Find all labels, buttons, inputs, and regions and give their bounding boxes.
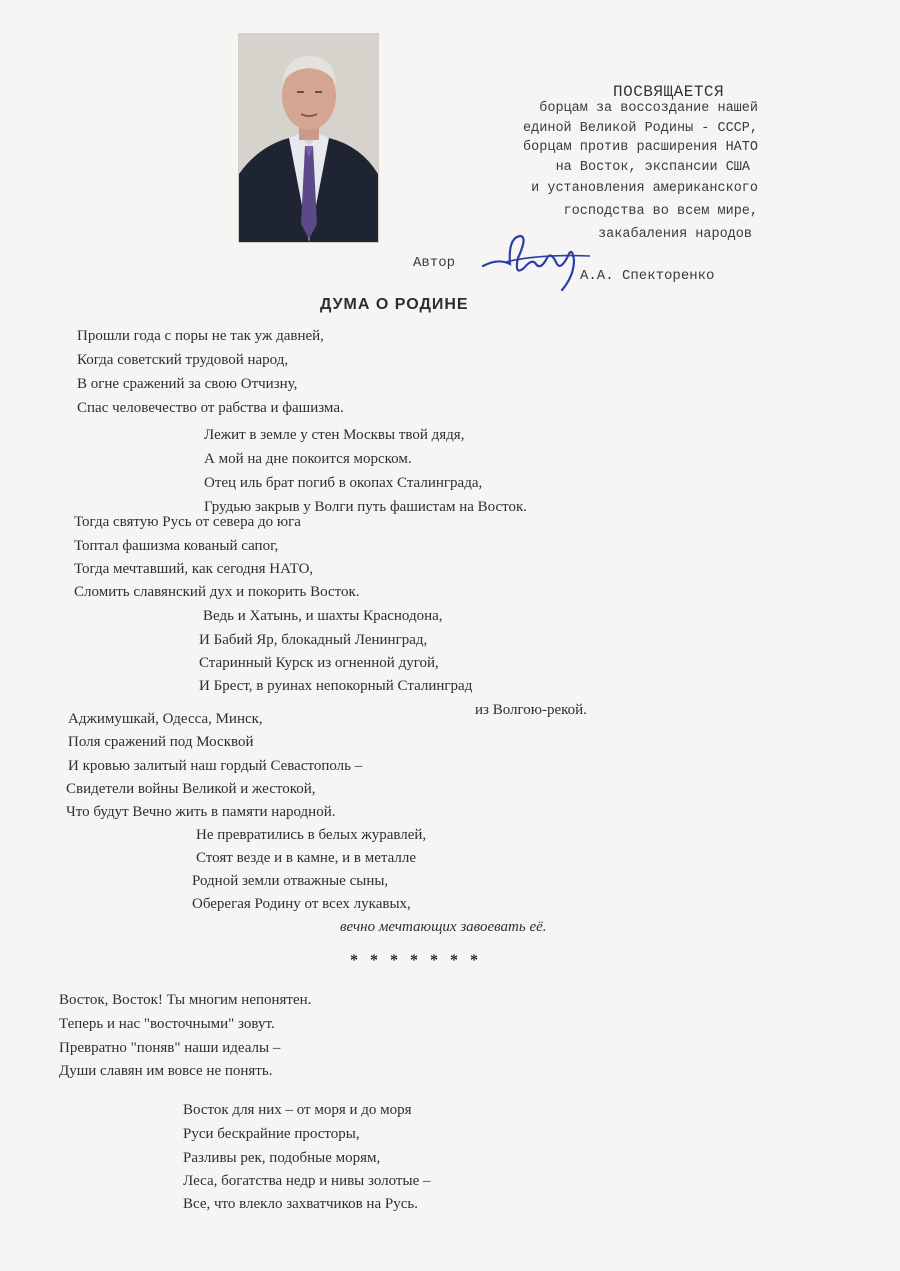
poem-line: Топтал фашизма кованый сапог, xyxy=(74,538,279,554)
poem-line: Аджимушкай, Одесса, Минск, xyxy=(68,711,263,727)
poem-line: Не превратились в белых журавлей, xyxy=(196,827,427,843)
poem-line: Оберегая Родину от всех лукавых, xyxy=(192,896,411,912)
poem-line: В огне сражений за свою Отчизну, xyxy=(77,376,298,392)
poem-line: Когда советский трудовой народ, xyxy=(77,352,289,368)
dedication-line: на Восток, экспансии США xyxy=(555,160,750,175)
poem-line: из Волгою-рекой. xyxy=(475,702,587,718)
poem-line: И кровью залитый наш гордый Севастополь – xyxy=(68,758,363,774)
poem-line: И Брест, в руинах непокорный Сталинград xyxy=(199,678,473,694)
poem-line: Души славян им вовсе не понять. xyxy=(59,1063,273,1079)
poem-line: вечно мечтающих завоевать её. xyxy=(340,919,547,935)
poem-line: Спас человечество от рабства и фашизма. xyxy=(77,400,344,416)
poem-line: Ведь и Хатынь, и шахты Краснодона, xyxy=(203,608,443,624)
poem-line: Поля сражений под Москвой xyxy=(68,734,254,750)
dedication-line: единой Великой Родины - СССР, xyxy=(523,121,758,136)
poem-line: Тогда святую Русь от севера до юга xyxy=(74,514,301,530)
poem-line: Восток для них – от моря и до моря xyxy=(183,1102,412,1118)
poem-line: Грудью закрыв у Волги путь фашистам на Восток. xyxy=(204,499,528,515)
poem-line: Разливы рек, подобные морям, xyxy=(183,1150,381,1166)
poem-line: Лежит в земле у стен Москвы твой дядя, xyxy=(204,427,465,443)
author-signature xyxy=(478,228,598,298)
dedication-line: борцам против расширения НАТО xyxy=(523,140,758,155)
poem-line: Восток, Восток! Ты многим непонятен. xyxy=(59,992,312,1008)
poem-line: Отец иль брат погиб в окопах Сталинграда, xyxy=(204,475,483,491)
poem-line: Сломить славянский дух и покорить Восток. xyxy=(74,584,360,600)
poem-line: И Бабий Яр, блокадный Ленинград, xyxy=(199,632,428,648)
poem-line: Тогда мечтавший, как сегодня НАТО, xyxy=(74,561,314,577)
author-photo xyxy=(238,33,379,243)
poem-line: Свидетели войны Великой и жестокой, xyxy=(66,781,316,797)
dedication-line: и установления американского xyxy=(531,181,758,196)
author-label: Автор xyxy=(413,255,456,271)
dedication-line: борцам за воссоздание нашей xyxy=(539,101,758,116)
poem-line: Руси бескрайние просторы, xyxy=(183,1126,360,1142)
dedication-line: господства во всем мире, xyxy=(563,204,758,219)
dedication-line: закабаления народов xyxy=(598,227,752,242)
poem-line: Что будут Вечно жить в памяти народной. xyxy=(66,804,336,820)
poem-line: А мой на дне покоится морском. xyxy=(204,451,412,467)
poem-title: ДУМА О РОДИНЕ xyxy=(320,296,469,313)
poem-line: Прошли года с поры не так уж давней, xyxy=(77,328,324,344)
section-separator: * * * * * * * xyxy=(350,952,482,969)
poem-line: Родной земли отважные сыны, xyxy=(192,873,389,889)
poem-line: Превратно "поняв" наши идеалы – xyxy=(59,1040,281,1056)
author-name: А.А. Спекторенко xyxy=(580,268,715,284)
poem-line: Леса, богатства недр и нивы золотые – xyxy=(183,1173,431,1189)
dedication-heading: ПОСВЯЩАЕТСЯ xyxy=(613,83,725,101)
poem-line: Теперь и нас "восточными" зовут. xyxy=(59,1016,275,1032)
poem-line: Стоят везде и в камне, и в металле xyxy=(196,850,417,866)
poem-line: Все, что влекло захватчиков на Русь. xyxy=(183,1196,418,1212)
poem-line: Старинный Курск из огненной дугой, xyxy=(199,655,439,671)
